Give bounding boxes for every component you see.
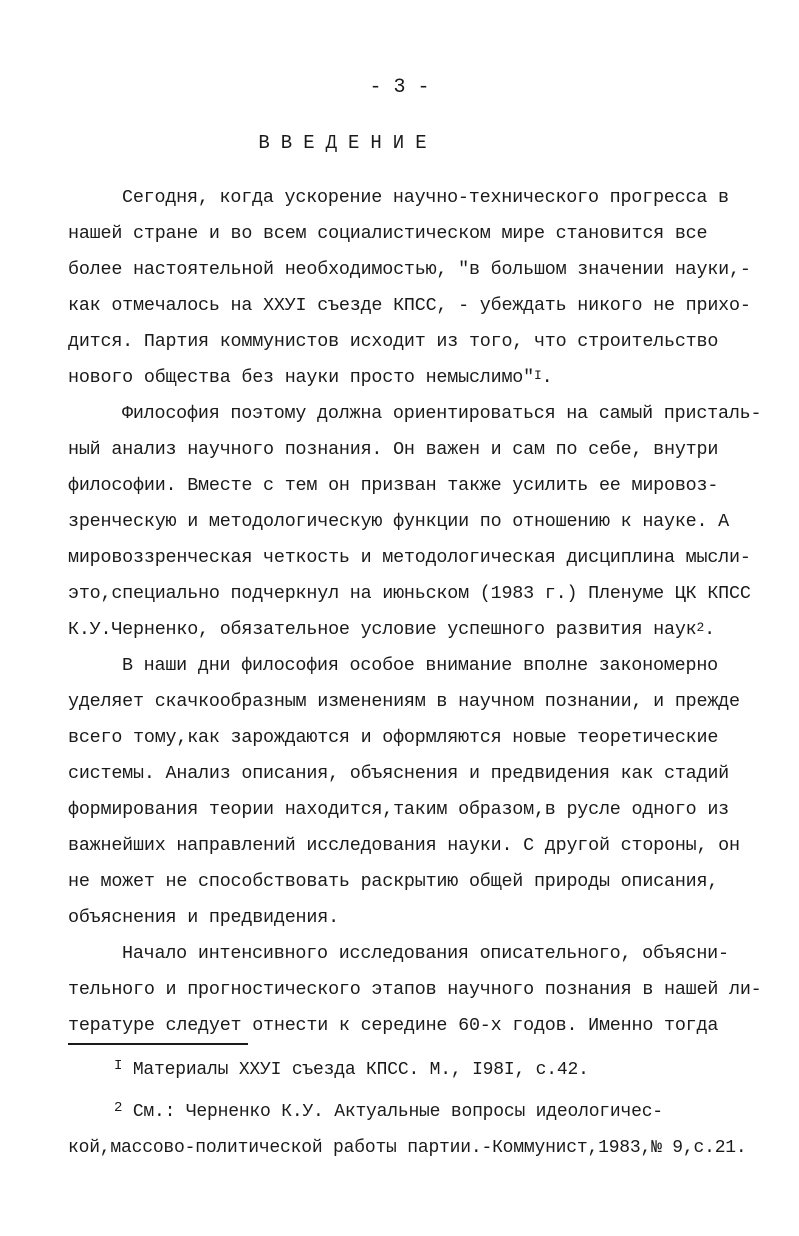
- text-line: Сегодня, когда ускорение научно-технического прогресса в: [122, 187, 729, 208]
- text-line: тельного и прогностического этапов научного познания в нашей ли-: [68, 979, 762, 1000]
- text-line: не может не способствовать раскрытию общей природы описания,: [68, 871, 719, 892]
- text-line: В наши дни философия особое внимание вполне закономерно: [122, 655, 718, 676]
- footnote-text: Материалы XXУI съезда КПСС. М., I98I, с.42.: [132, 1060, 589, 1080]
- text-line: дится. Партия коммунистов исходит из того, что строительство: [68, 331, 719, 352]
- text-line: объяснения и предвидения.: [68, 907, 339, 928]
- page-number: - 3 -: [369, 76, 430, 99]
- text-line: зренческую и методологическую функции по отношению к науке. А: [68, 511, 730, 532]
- text-line: Начало интенсивного исследования описательного, объясни-: [122, 943, 729, 964]
- text-line: [68, 618, 715, 642]
- line-text: нового общества без науки просто немыслимо": [68, 367, 534, 388]
- text-line: системы. Анализ описания, объяснения и предвидения как стадий: [68, 763, 730, 784]
- line-text: К.У.Черненко, обязательное условие успешного развития наук: [68, 619, 697, 640]
- footnote-divider: [68, 1043, 248, 1045]
- text-line: ный анализ научного познания. Он важен и сам по себе, внутри: [68, 439, 719, 460]
- text-line: Философия поэтому должна ориентироваться на самый присталь-: [122, 403, 762, 424]
- line-end: .: [704, 619, 715, 640]
- footnote-mark: 2: [114, 1100, 123, 1116]
- text-line: формирования теории находится,таким образом,в русле одного из: [68, 799, 730, 820]
- text-line: нашей стране и во всем социалистическом мире становится все: [68, 223, 708, 244]
- text-line: как отмечалось на XXУI съезде КПСС, - убеждать никого не прихо-: [68, 295, 751, 316]
- footnote-reference: I: [533, 368, 542, 383]
- text-line: философии. Вместе с тем он призван также усилить ее мировоз-: [68, 475, 719, 496]
- section-heading: ВВЕДЕНИЕ: [258, 132, 438, 154]
- footnote-text: См.: Черненко К.У. Актуальные вопросы идеологичес-: [132, 1102, 663, 1122]
- text-line: [68, 366, 552, 390]
- text-line: мировоззренческая четкость и методологическая дисциплина мысли-: [68, 547, 751, 568]
- footnote-1: [114, 1058, 589, 1083]
- text-line: всего тому,как зарождаются и оформляются новые теоретические: [68, 727, 719, 748]
- footnote-2-continuation: кой,массово-политической работы партии.-Коммунист,1983,№ 9,с.21.: [68, 1138, 747, 1158]
- footnote-reference: 2: [696, 620, 705, 635]
- text-line: это,специально подчеркнул на июньском (1983 г.) Пленуме ЦК КПСС: [68, 583, 751, 604]
- line-end: .: [541, 367, 553, 388]
- text-line: уделяет скачкообразным изменениям в научном познании, и прежде: [68, 691, 740, 712]
- text-line: тературе следует отнести к середине 60-х годов. Именно тогда: [68, 1015, 719, 1036]
- text-line: более настоятельной необходимостью, "в большом значении науки,-: [68, 259, 751, 280]
- footnote-mark: I: [114, 1058, 123, 1074]
- footnote-2: [114, 1100, 663, 1125]
- text-line: важнейших направлений исследования науки. С другой стороны, он: [68, 835, 740, 856]
